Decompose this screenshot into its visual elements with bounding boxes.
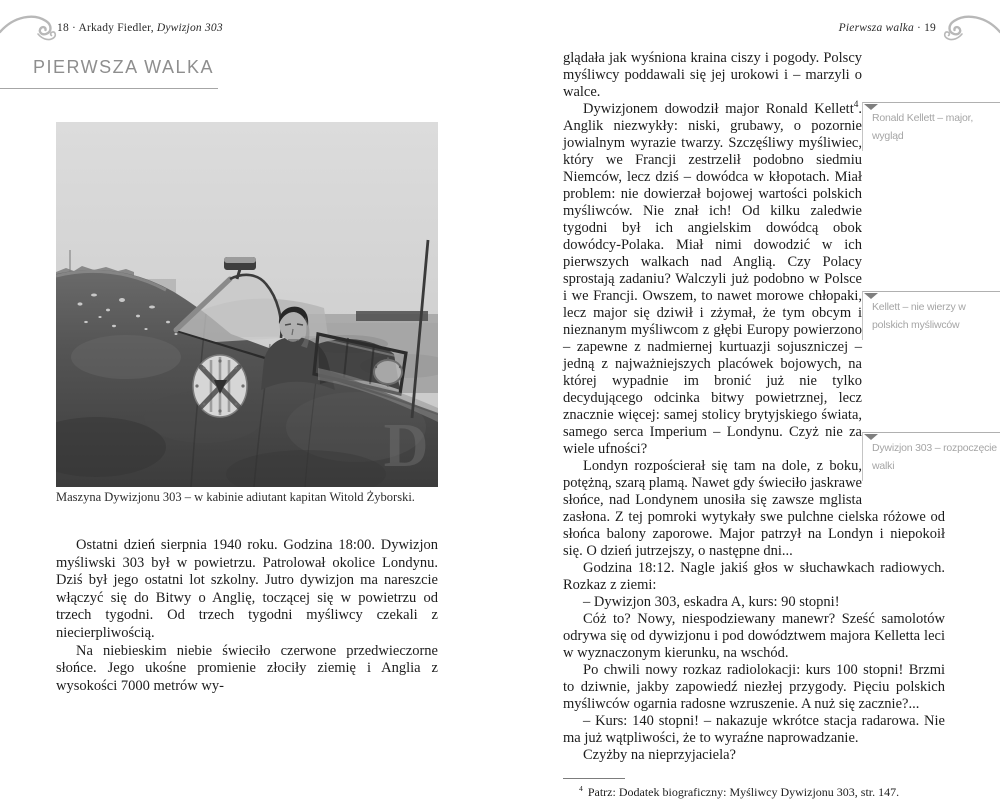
flourish-ornament-icon [0,10,58,49]
margin-note [862,291,1000,340]
paragraph-text: . Anglik niezwykły: niski, grubawy, o pozornie jowialnym wyrazie twarzy. Szczęśliwy myśliwiec, który we Francji zestrzelił podobno siedmiu Niemców, lecz dziś – dowódca w kłopotach. Miał problem: nie dowierzał bojowej wartości polskich myśliwców. Nie znał ich! Od kilku zaledwie tygodni był ich angielskim dowódcą obok dowódcy-Polaka. Miał nimi dowodzić w ich pierwszych walkach nad Anglią. Czy Polacy sprostają zadaniu? Walczyli już podobno w Polsce i we Francji. Owszem, to nawet morowe chłopaki, lecz major się dziwił i zżymał, że tym obcym i nieznanym myśliwcom z głębi Europy powierzono – zapewne z nadmiernej kurtuazji sojuszniczej – jedną z najważniejszych placówek bojowych, na której wypadnie im bronić już nie tylko decydującego odcinka bitwy powietrznej, lecz znacznie więcej: samej stolicy brytyjskiego świata, samego serca Imperium – Londynu. Czyż nie za wiele ufności? [563,101,862,457]
footnote [563,778,945,801]
running-head-left-prefix: 18 · Arkady Fiedler, [57,22,154,34]
body-paragraph: Cóż to? Nowy, niespodziewany manewr? Sześć samolotów odrywa się od dywizjonu i pod dowództwem majora Kelletta leci w wyznaczonym kierunku, na wschód. [563,611,945,661]
body-paragraph [563,101,945,458]
running-head-left [57,22,223,34]
body-paragraph: Na niebieskim niebie świeciło czerwone przedwieczorne słońce. Jego ukośne promienie złociły ziemię i Anglia z wysokości 7000 metrów wy- [56,642,438,694]
photo-caption: Maszyna Dywizjonu 303 – w kabinie adiutant kapitan Witold Żyborski. [56,490,415,504]
running-head-page-number: · 19 [916,22,936,34]
left-page-body [56,537,438,695]
running-head-book-title: Dywizjon 303 [156,22,223,34]
note-marker-icon [864,104,878,110]
footnote-reference: 4 [853,100,859,111]
margin-note-text: Dywizjon 303 – rozpoczęcie walki [872,442,997,472]
margin-note [862,102,1000,151]
chapter-title: PIERWSZA WALKA [32,57,214,77]
body-paragraph: Czyżby na nieprzyjaciela? [583,747,736,763]
svg-text:D: D [383,412,429,480]
note-marker-icon [864,293,878,299]
flourish-ornament-icon [942,10,1000,49]
body-paragraph: Po chwili nowy rozkaz radiolokacji: kurs 100 stopni! Brzmi to dziwnie, jakby zapowiedź niezłej przygody. Pięciu polskich myśliwców ogarnia radosne wzruszenie. A nuż się zacznie?... [563,662,945,712]
body-paragraph: Ostatni dzień sierpnia 1940 roku. Godzina 18:00. Dywizjon myśliwski 303 był w powietrzu. Patrolował okolice Londynu. Dziś był jego ostatni lot szkolny. Jutro dywizjon ma nareszcie włączyć się do Bitwy o Anglię, toczącej się w powietrzu od trzech tygodni. Od trzech tygodni myśliwcy czekali z niecierpliwością. [56,537,438,641]
note-marker-icon [864,434,878,440]
running-head-chapter: Pierwsza walka [838,22,914,34]
body-paragraph: Londyn rozpościerał się tam na dole, z boku, potężną, szarą plamą. Nawet gdy świeciło jaskrawe słońce, nad Londynem unosiła się zawsze mglista zasłona. Z tej pomroki wytykały swe pulchne cielska różowe od słońca balony zaporowe. Major patrzył na Londyn i niepokoił się. O dzień jutrzejszy, o następne dni... [563,458,945,559]
running-head-right [839,22,936,34]
footnote-rule [563,778,625,779]
squadron-emblem [193,355,247,417]
body-paragraph: – Dywizjon 303, eskadra A, kurs: 90 stopni! [583,594,840,610]
body-paragraph: Godzina 18:12. Nagle jakiś głos w słuchawkach radiowych. Rozkaz z ziemi: [563,560,945,593]
body-paragraph: – Kurs: 140 stopni! – nakazuje wkrótce stacja radarowa. Nie ma już wątpliwości, że to wyraźne naprowadzanie. [563,713,945,746]
footnote-marker: 4 [579,784,583,793]
body-paragraph: glądała jak wyśniona kraina ciszy i pogody. Polscy myśliwcy poddawali się jej urokowi i – marzyli o walce. [563,50,862,100]
chapter-title-rule [0,88,218,89]
margin-note [862,432,1000,481]
footnote-text [563,784,945,801]
margin-note-text: Kellett – nie wierzy w polskich myśliwców [872,301,966,331]
photo-illustration [56,122,438,487]
right-page-body [563,50,997,801]
paragraph-text: Dywizjonem dowodził major Ronald Kellett [583,101,854,117]
margin-note-text: Ronald Kellett – major, wygląd [872,112,974,142]
footnote-body: Patrz: Dodatek biograficzny: Myśliwcy Dywizjonu 303, str. 147. [587,785,900,799]
photo-pilot-in-cockpit [56,122,438,487]
